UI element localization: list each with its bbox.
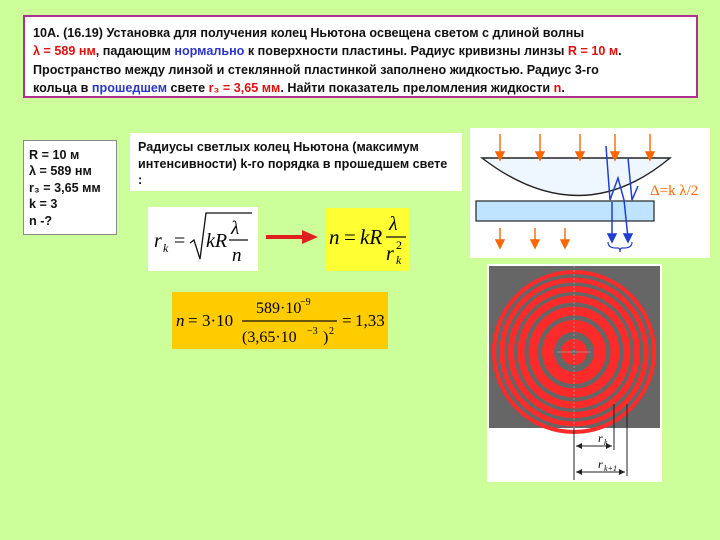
newton-rings-image <box>487 264 662 482</box>
formula3-result: 1,33 <box>355 311 385 330</box>
normal-word: нормально <box>174 44 245 59</box>
problem-line-4 <box>33 79 688 97</box>
formula2-num: λ <box>389 213 398 235</box>
label-rk-sub: k <box>604 438 608 447</box>
given-R: R = 10 м <box>29 148 80 162</box>
lens-diagram <box>470 128 710 258</box>
formula3-den-exp: −3 <box>307 326 318 337</box>
transmitted-word: прошедшем <box>91 81 168 96</box>
formula-numeric <box>172 292 388 349</box>
label-rk1: r <box>598 457 603 471</box>
formula1-kR: kR <box>206 230 228 252</box>
r3-value: r₃ = 3,65 мм <box>208 81 281 96</box>
given-box <box>23 140 117 235</box>
problem-text: свете <box>167 81 209 96</box>
label-rk: r <box>598 431 603 445</box>
formula2-eq: = <box>344 225 356 249</box>
formula3-den-sq: 2 <box>329 326 334 337</box>
formula-ring-radius <box>148 207 258 271</box>
n-symbol: n <box>553 81 562 96</box>
path-difference-label: Δ=k λ/2 <box>650 183 699 199</box>
formula1-lhs-sub: k <box>163 241 169 255</box>
given-r3: r₃ = 3,65 мм <box>29 180 101 195</box>
formula2-lhs: n <box>329 225 340 249</box>
formula-refractive-index <box>325 208 410 271</box>
glass-plate <box>476 201 654 221</box>
formula2-den-sub: k <box>396 253 402 267</box>
formula3-den: (3,65·10 <box>242 329 297 346</box>
given-k: k = 3 <box>29 197 58 212</box>
formula1-num: λ <box>231 218 240 239</box>
problem-text: , падающим <box>95 44 175 59</box>
problem-text: . Найти показатель преломления жидкости <box>280 81 554 96</box>
problem-line-2 <box>33 42 688 60</box>
problem-text: к поверхности пластины. Радиус кривизны линзы <box>244 44 568 59</box>
given-n: n -? <box>29 213 53 228</box>
formula3-eq2: = <box>342 311 352 330</box>
problem-text: . <box>618 44 622 59</box>
formula3-num: 589·10 <box>256 300 302 317</box>
formula3-eq1: = <box>188 311 198 330</box>
formula3-lhs: n <box>176 311 185 330</box>
given-lambda: λ = 589 нм <box>29 164 92 179</box>
ring-radius-note: Радиусы светлых колец Ньютона (максимум интенсивности) k-го порядка в прошедшем свете : <box>130 133 462 191</box>
problem-statement <box>23 15 698 98</box>
formula2-den: r <box>386 243 394 265</box>
problem-line-1: 10A. (16.19) Установка для получения колец Ньютона освещена светом с длиной волны <box>33 26 585 40</box>
problem-text: . <box>561 81 565 96</box>
formula1-lhs: r <box>154 230 162 252</box>
radius-value: R = 10 м <box>567 44 619 59</box>
problem-text: кольца в <box>33 81 92 96</box>
formula3-factor: 3·10 <box>202 311 234 330</box>
label-rk1-sub: k+1 <box>604 464 617 473</box>
formula2-den-sup: 2 <box>396 238 402 252</box>
formula3-den-close: ) <box>323 329 329 346</box>
lambda-value: λ = 589 нм <box>33 44 96 59</box>
problem-line-3: Пространство между линзой и стеклянной пластинкой заполнено жидкостью. Радиус 3-го <box>33 62 599 77</box>
formula1-den: n <box>232 245 242 266</box>
formula3-num-exp: −9 <box>300 297 311 308</box>
formula2-kR: kR <box>360 225 383 249</box>
formula1-eq: = <box>174 230 186 252</box>
